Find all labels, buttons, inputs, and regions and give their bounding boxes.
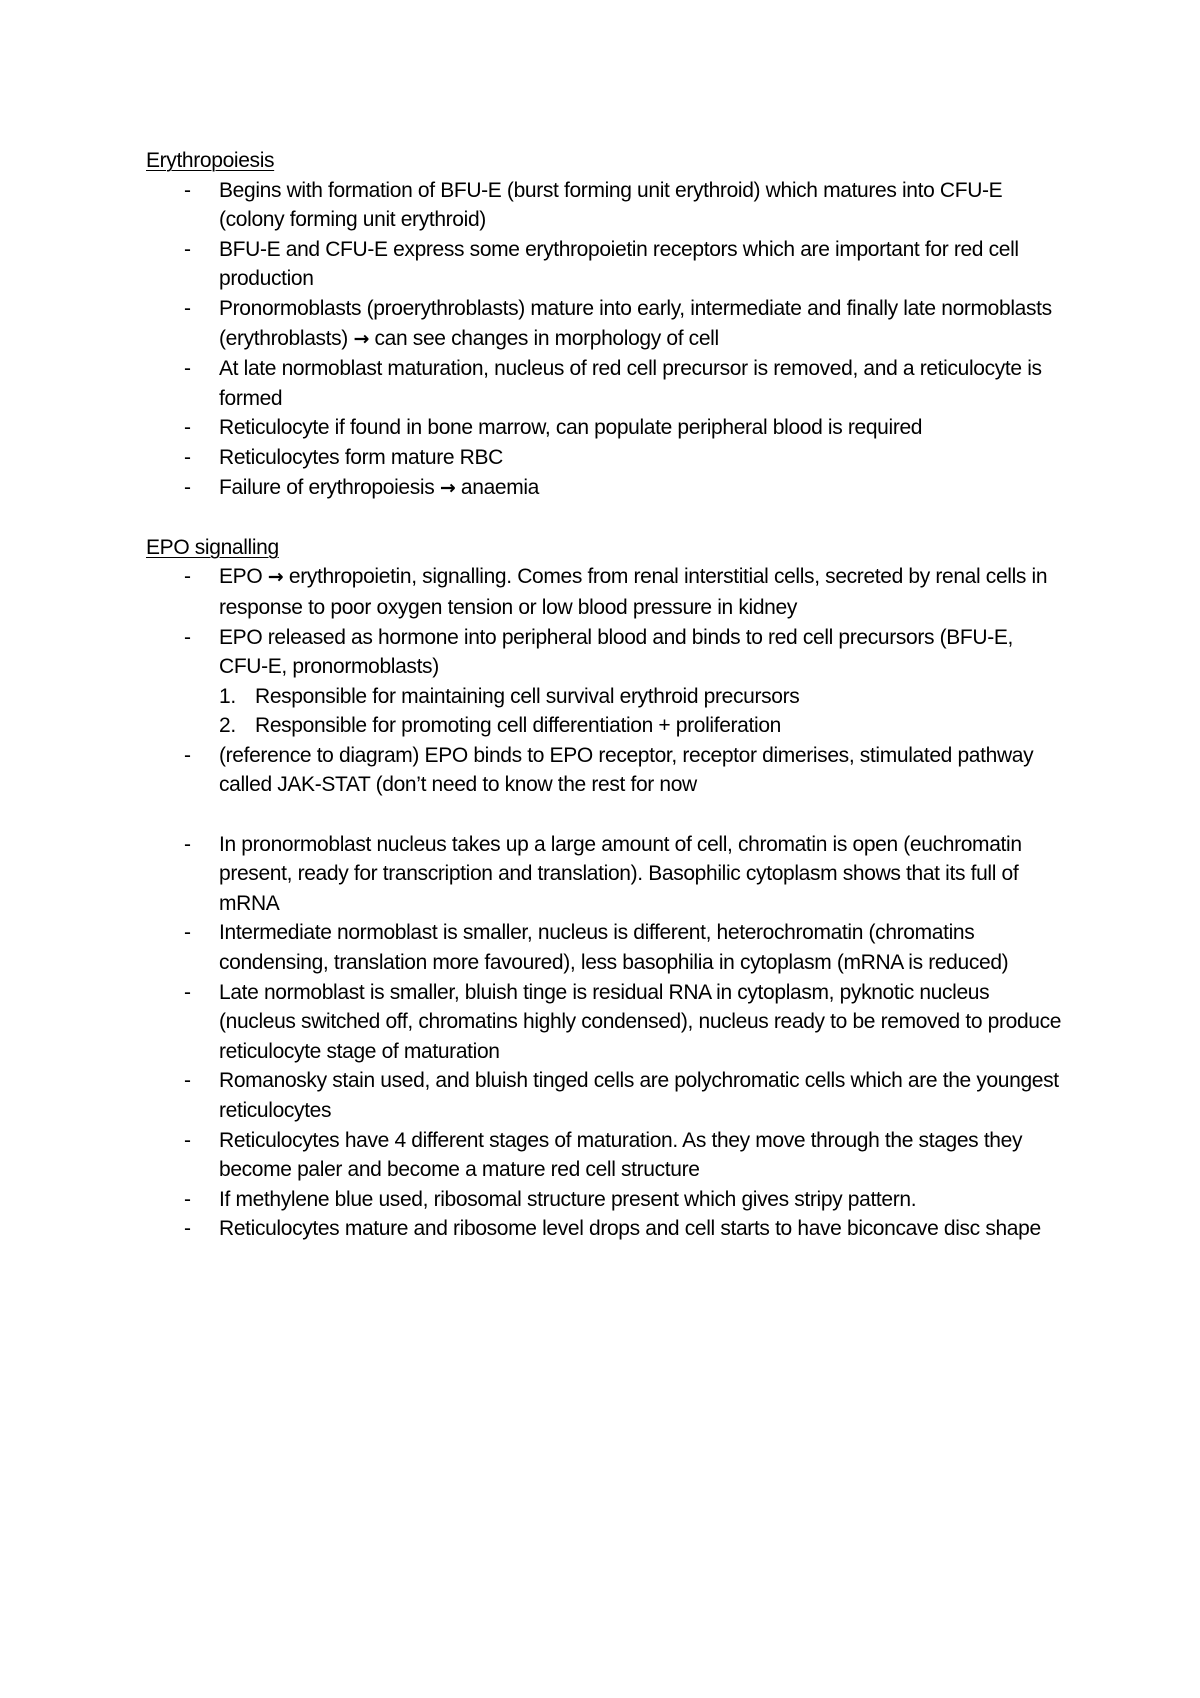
numbered-list — [146, 682, 1066, 741]
section-erythropoiesis — [146, 146, 1066, 503]
number-marker: 1. — [219, 684, 236, 708]
bullet-list — [146, 830, 1066, 1244]
document-body — [146, 146, 1066, 1244]
list-item: - Romanosky stain used, and bluish tinged cells are polychromatic cells which are the youngest reticulocytes — [146, 1066, 1066, 1125]
bullet-list — [146, 176, 1066, 504]
list-item: - (reference to diagram) EPO binds to EPO receptor, receptor dimerises, stimulated pathway called JAK-STAT (don’t need to know the rest for now — [146, 741, 1066, 800]
arrow-icon: → — [267, 566, 284, 589]
list-item: - Failure of erythropoiesis → anaemia — [146, 473, 1066, 504]
list-item: - Begins with formation of BFU-E (burst forming unit erythroid) which matures into CFU-E (colony forming unit erythroid) — [146, 176, 1066, 235]
list-item: - EPO → erythropoietin, signalling. Comes from renal interstitial cells, secreted by renal cells in response to poor oxygen tension or low blood pressure in kidney — [146, 562, 1066, 622]
numbered-item — [146, 682, 1066, 712]
section-epo-signalling — [146, 533, 1066, 1244]
section-heading: Erythropoiesis — [146, 149, 275, 172]
arrow-icon: → — [439, 476, 456, 499]
list-item: - Reticulocytes have 4 different stages of maturation. As they move through the stages they become paler and become a mature red cell structure — [146, 1126, 1066, 1185]
bullet-list — [146, 741, 1066, 800]
numbered-item-text: Responsible for maintaining cell survival erythroid precursors — [255, 684, 800, 708]
numbered-item-text: Responsible for promoting cell differentiation + proliferation — [255, 714, 781, 738]
list-item: - BFU-E and CFU-E express some erythropoietin receptors which are important for red cell production — [146, 235, 1066, 294]
arrow-icon: → — [353, 327, 370, 350]
number-marker: 2. — [219, 714, 236, 738]
list-item: - At late normoblast maturation, nucleus of red cell precursor is removed, and a reticulocyte is formed — [146, 354, 1066, 413]
list-item: - Late normoblast is smaller, bluish tinge is residual RNA in cytoplasm, pyknotic nucleus (nucleus switched off, chromatins highly condensed), nucleus ready to be removed to produce reticulocyte stage of maturation — [146, 978, 1066, 1067]
blank-line — [146, 800, 1066, 830]
list-item: - Reticulocyte if found in bone marrow, can populate peripheral blood is required — [146, 413, 1066, 443]
list-item: - Reticulocytes mature and ribosome level drops and cell starts to have biconcave disc shape — [146, 1214, 1066, 1244]
list-item: - In pronormoblast nucleus takes up a large amount of cell, chromatin is open (euchromatin present, ready for transcription and translation). Basophilic cytoplasm shows that its full of mRNA — [146, 830, 1066, 919]
list-item: - Reticulocytes form mature RBC — [146, 443, 1066, 473]
list-item: - Intermediate normoblast is smaller, nucleus is different, heterochromatin (chromatins condensing, translation more favoured), less basophilia in cytoplasm (mRNA is reduced) — [146, 918, 1066, 977]
list-item: - If methylene blue used, ribosomal structure present which gives stripy pattern. — [146, 1185, 1066, 1215]
bullet-list — [146, 562, 1066, 681]
numbered-item — [146, 711, 1066, 741]
list-item: - Pronormoblasts (proerythroblasts) mature into early, intermediate and finally late normoblasts (erythroblasts) → can see changes in morphology of cell — [146, 294, 1066, 354]
section-heading: EPO signalling — [146, 535, 279, 559]
list-item: - EPO released as hormone into peripheral blood and binds to red cell precursors (BFU-E, CFU-E, pronormoblasts) — [146, 623, 1066, 682]
